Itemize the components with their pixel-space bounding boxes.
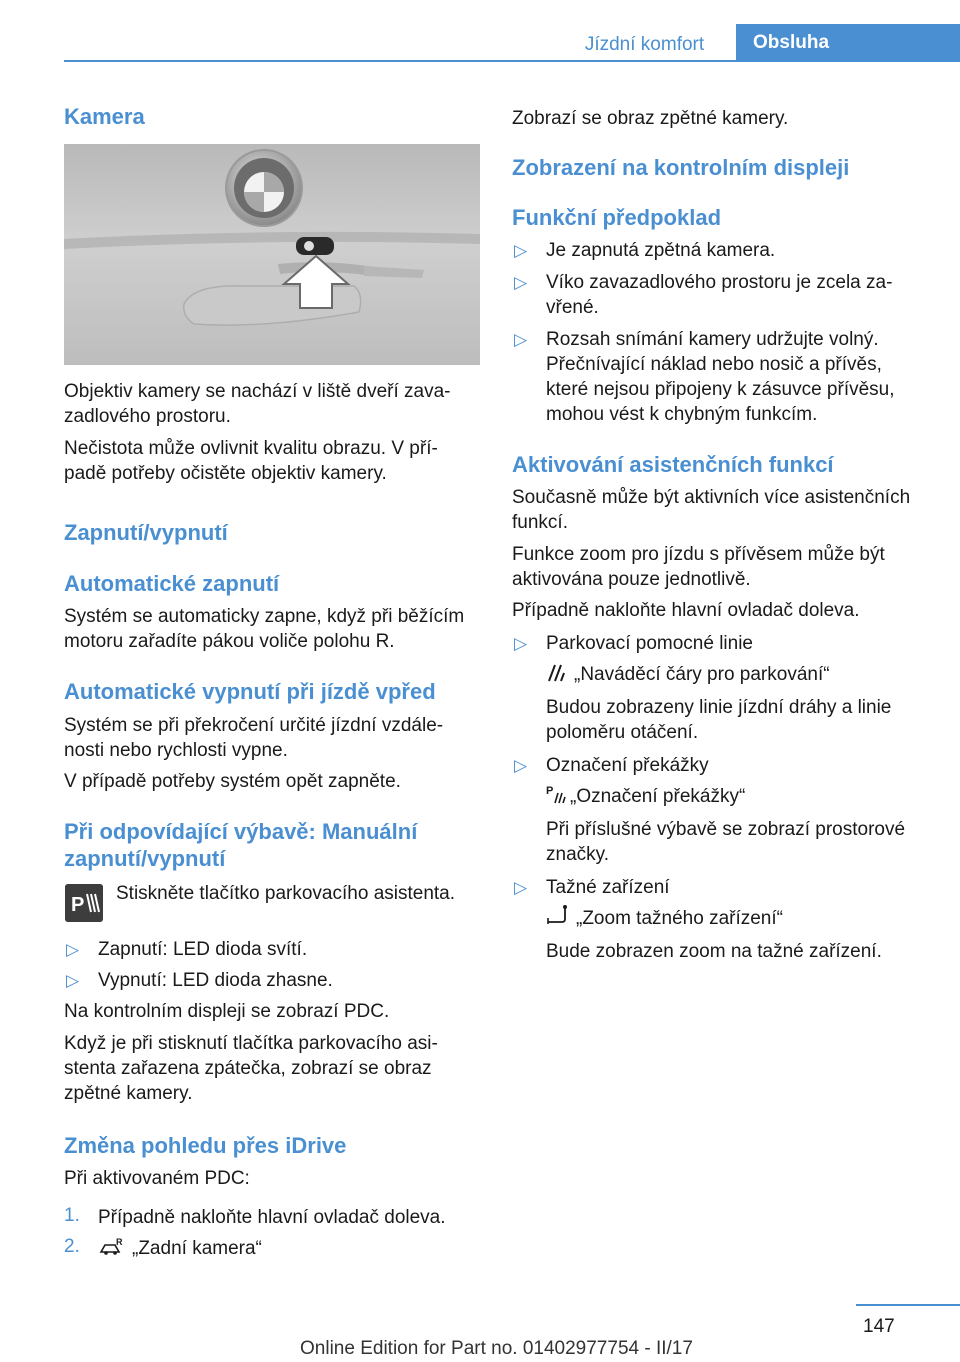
tow-hitch-zoom-icon — [546, 904, 570, 926]
zoom-line-1: Funkce zoom pro jízdu s přívěsem může být — [512, 544, 885, 565]
tilt-text: Případně nakloňte hlavní ovladač doleva. — [512, 600, 860, 621]
display-title: Zobrazení na kontrolním displeji — [512, 155, 850, 180]
prereq-1: Je zapnutá zpětná kamera. — [546, 240, 776, 261]
auto-on-title: Automatické zapnutí — [64, 571, 280, 596]
auto-on-line-2: motoru zařadíte pákou voliče polohu R. — [64, 631, 395, 652]
step-number: 1. — [64, 1205, 80, 1226]
zapnuti-title: Zapnutí/vypnutí — [64, 520, 228, 545]
auto-off-line-2: nosti nebo rychlosti vypne. — [64, 740, 288, 761]
prereq-3-line-3: které nejsou připojeny k zásuvce přívěsu, — [546, 379, 895, 400]
bullet-led-on: Zapnutí: LED dioda svítí. — [98, 939, 308, 960]
bullet-marker: ▷ — [514, 330, 528, 349]
function-label-parking-lines: Parkovací pomocné linie — [546, 633, 753, 654]
footer-rule — [856, 1304, 960, 1306]
parking-lines-icon — [546, 661, 566, 683]
auto-off-title: Automatické vypnutí při jízdě vpřed — [64, 679, 436, 704]
manual-button-text: Stiskněte tlačítko parkovacího asistenta. — [116, 883, 456, 904]
bullet-marker: ▷ — [514, 273, 528, 292]
bullet-led-off: Vypnutí: LED dioda zhasne. — [98, 970, 333, 991]
prereq-3-line-2: Přečnívající náklad nebo nosič a přívěs, — [546, 354, 882, 375]
header-section: Jízdní komfort — [584, 34, 705, 55]
reverse-line-2: stenta zařazena zpátečka, zobrazí se obraz — [64, 1058, 432, 1079]
function-desc-obstacle-1: Při příslušné výbavě se zobrazí prostorové — [546, 819, 906, 840]
function-desc-tow-hitch-1: Bude zobrazen zoom na tažné zařízení. — [546, 941, 882, 962]
manual-title-line-1: Při odpovídající výbavě: Manuální — [64, 819, 418, 844]
pdc-text: Na kontrolním displeji se zobrazí PDC. — [64, 1001, 390, 1022]
header-tab: Obsluha — [736, 24, 960, 62]
bullet-marker: ▷ — [514, 241, 528, 260]
bullet-marker: ▷ — [514, 634, 528, 653]
intro-text: Zobrazí se obraz zpětné kamery. — [512, 108, 789, 129]
svg-text:P: P — [546, 785, 554, 797]
caption-2-line-1: Nečistota může ovlivnit kvalitu obrazu. V pří- — [64, 438, 438, 459]
assist-line-2: funkcí. — [512, 512, 568, 533]
camera-photo — [64, 144, 480, 365]
function-menu-parking-lines: „Naváděcí čáry pro parkování“ — [574, 664, 830, 685]
caption-2-line-2: padě potřeby očistěte objektiv kamery. — [64, 463, 387, 484]
function-label-tow-hitch: Tažné zařízení — [546, 877, 670, 898]
assist-line-1: Současně může být aktivních více asistenčních — [512, 487, 911, 508]
prereq-2-line-2: vřené. — [546, 297, 599, 318]
idrive-title: Změna pohledu přes iDrive — [64, 1133, 347, 1158]
header-rule — [64, 60, 960, 62]
svg-text:R: R — [116, 1237, 123, 1247]
prereq-3-line-1: Rozsah snímání kamery udržujte volný. — [546, 329, 879, 350]
step-text-rear-camera: „Zadní kamera“ — [132, 1238, 262, 1259]
auto-on-line-1: Systém se automaticky zapne, když při běžícím — [64, 606, 465, 627]
caption-1-line-2: zadlového prostoru. — [64, 406, 231, 427]
obstacle-marking-icon — [546, 783, 566, 805]
function-desc-parking-lines-2: poloměru otáčení. — [546, 722, 699, 743]
reverse-line-3: zpětné kamery. — [64, 1083, 193, 1104]
prereq-2-line-1: Víko zavazadlového prostoru je zcela za- — [546, 272, 893, 293]
caption-1-line-1: Objektiv kamery se nachází v liště dveří zava- — [64, 381, 451, 402]
bullet-marker: ▷ — [514, 878, 528, 897]
function-menu-tow-hitch: „Zoom tažného zařízení“ — [576, 908, 783, 929]
prereq-3-line-4: mohou vést k chybným funkcím. — [546, 404, 818, 425]
svg-text:P: P — [71, 894, 85, 916]
rear-camera-icon — [99, 1236, 125, 1256]
step-text: Případně nakloňte hlavní ovladač doleva. — [98, 1207, 446, 1228]
footer-edition: Online Edition for Part no. 01402977754 - II/17 — [300, 1338, 693, 1359]
bullet-marker: ▷ — [66, 940, 80, 959]
parking-assist-button-icon — [65, 884, 103, 922]
prereq-title: Funkční předpoklad — [512, 205, 722, 230]
function-desc-parking-lines-1: Budou zobrazeny linie jízdní dráhy a linie — [546, 697, 892, 718]
auto-off-line-3: V případě potřeby systém opět zapněte. — [64, 771, 401, 792]
idrive-text: Při aktivovaném PDC: — [64, 1168, 250, 1189]
bullet-marker: ▷ — [66, 971, 80, 990]
function-menu-obstacle: „Označení překážky“ — [570, 786, 746, 807]
function-label-obstacle: Označení překážky — [546, 755, 709, 776]
page-number: 147 — [863, 1316, 895, 1337]
assist-title: Aktivování asistenčních funkcí — [512, 452, 834, 477]
reverse-line-1: Když je při stisknutí tlačítka parkovacího asi- — [64, 1033, 438, 1054]
zoom-line-2: aktivována pouze jednotlivě. — [512, 569, 751, 590]
kamera-title: Kamera — [64, 104, 145, 129]
auto-off-line-1: Systém se při překročení určité jízdní vzdále- — [64, 715, 444, 736]
manual-title-line-2: zapnutí/vypnutí — [64, 846, 226, 871]
function-desc-obstacle-2: značky. — [546, 844, 610, 865]
bullet-marker: ▷ — [514, 756, 528, 775]
step-number: 2. — [64, 1236, 80, 1257]
